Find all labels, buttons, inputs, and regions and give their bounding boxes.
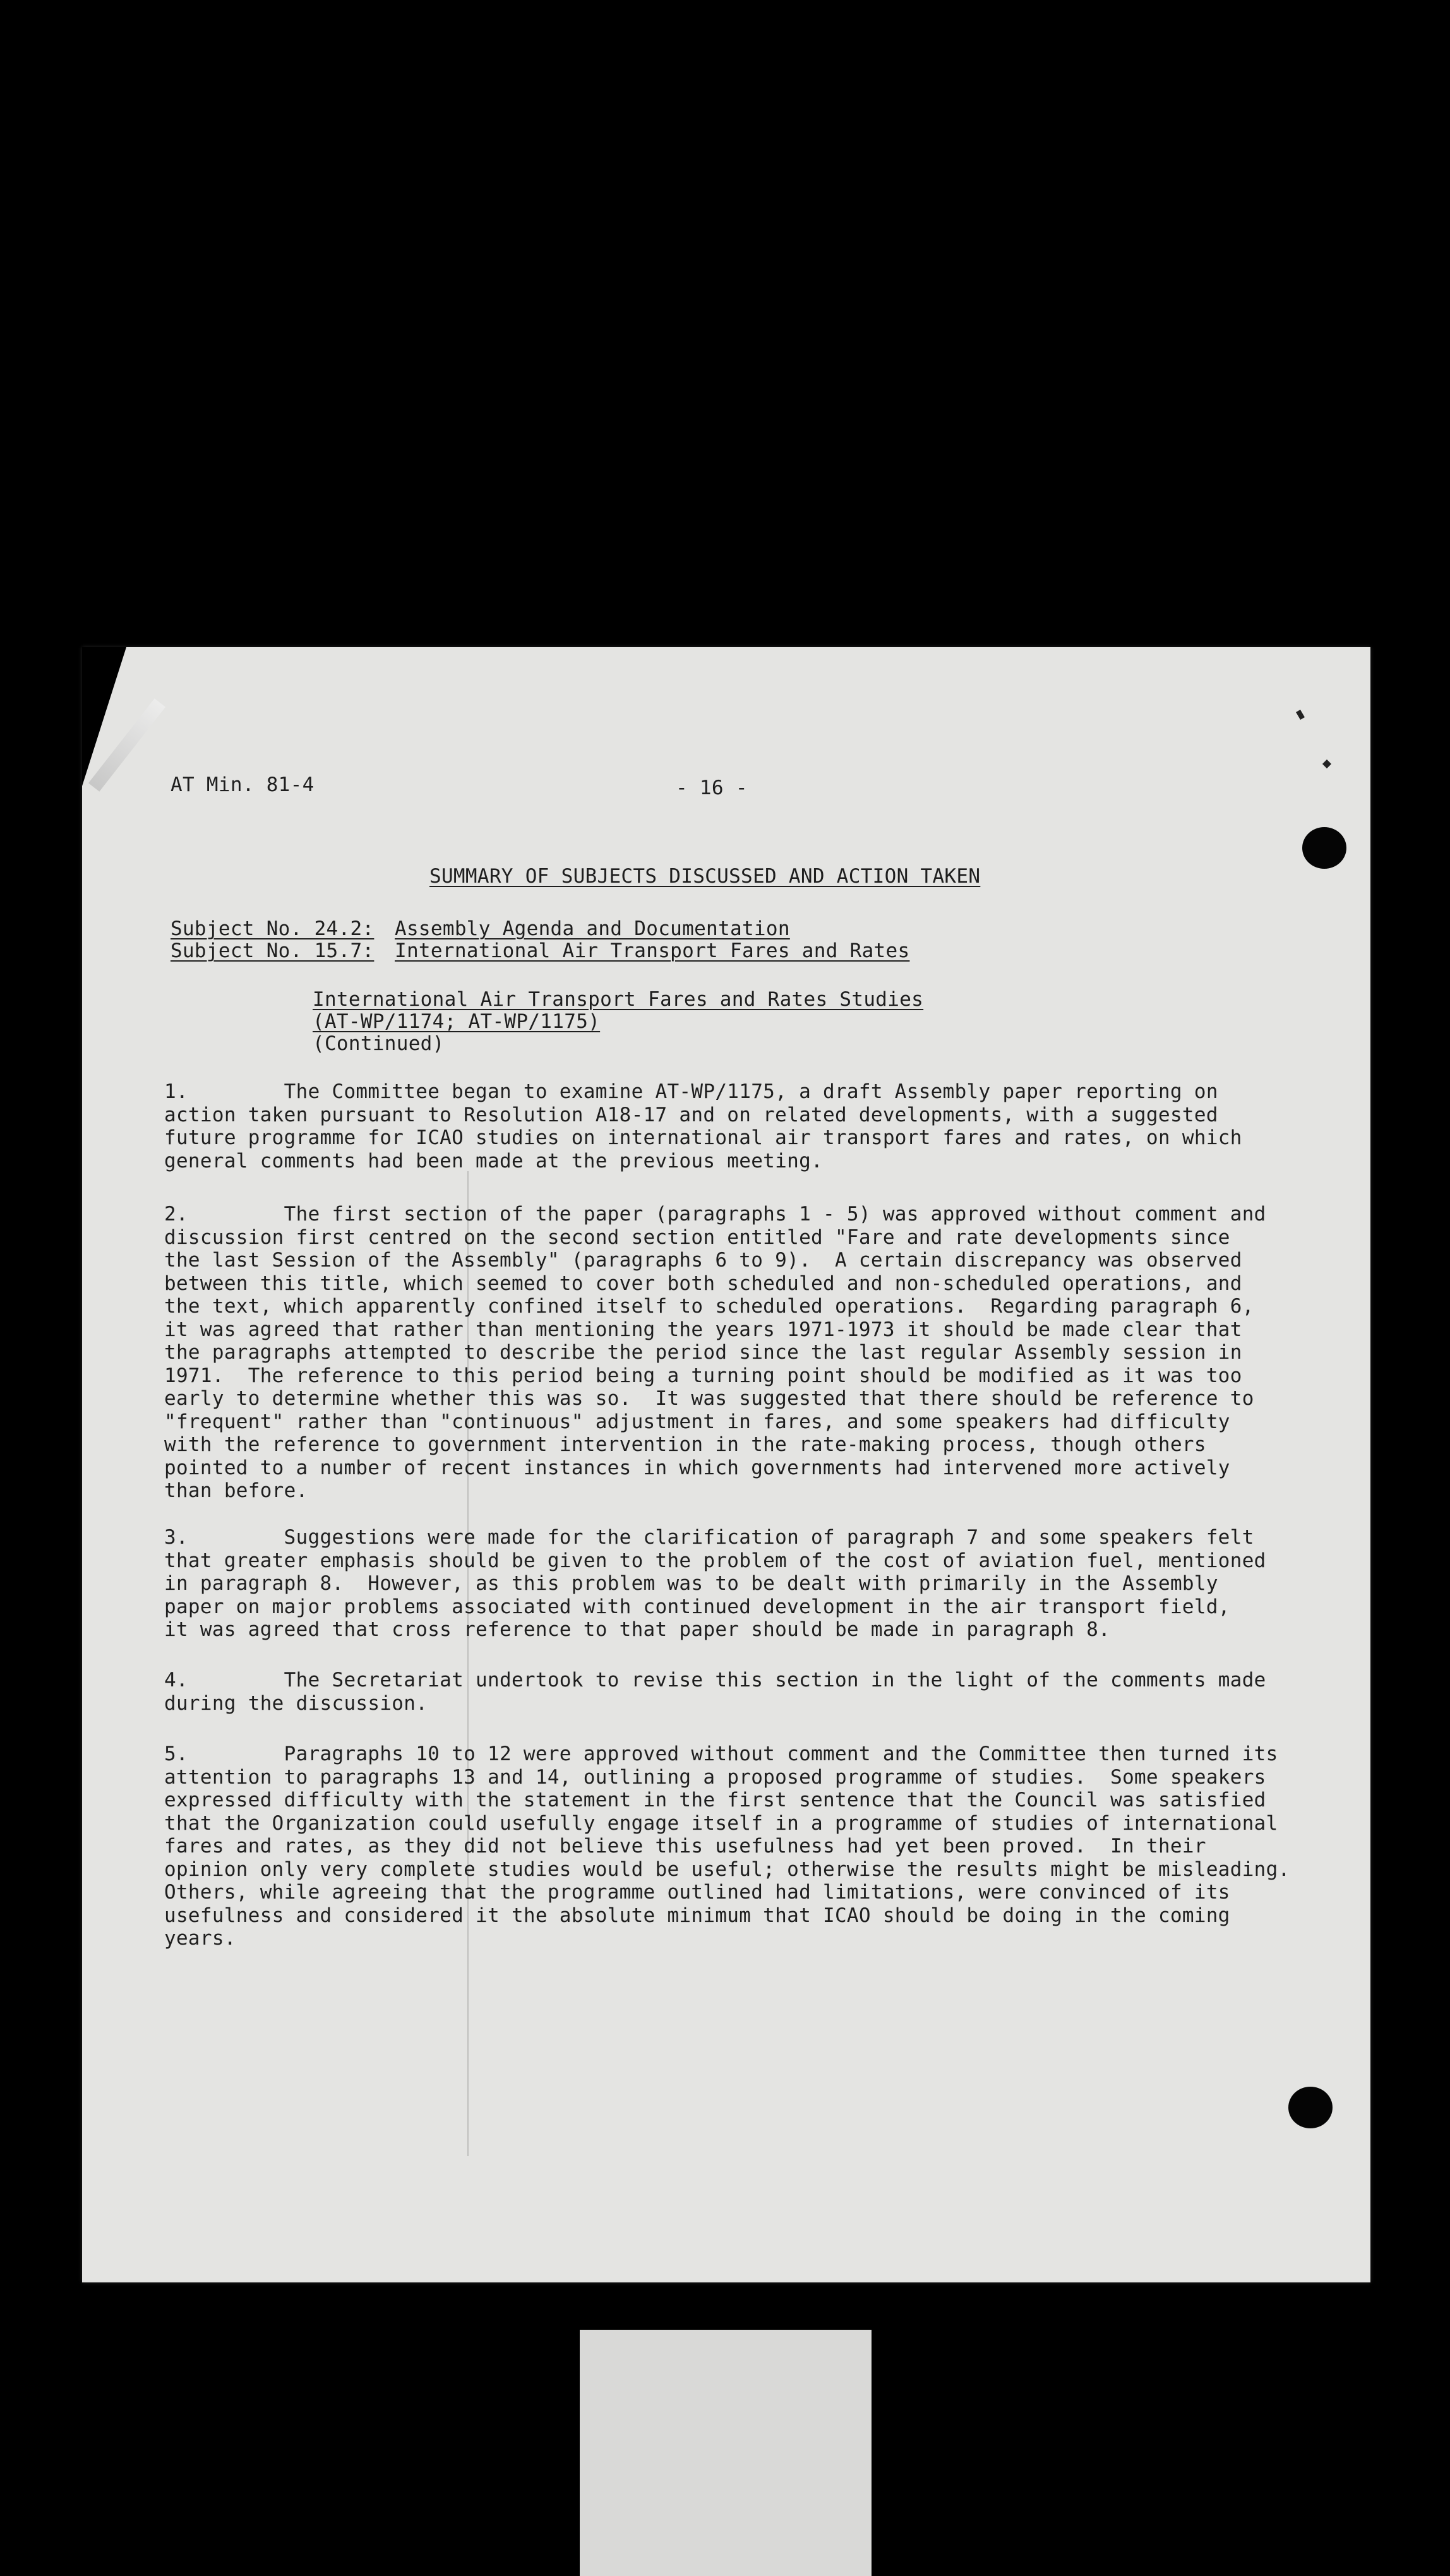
document-reference: AT Min. 81-4 <box>171 773 315 796</box>
paragraph-2: 2. The first section of the paper (paragraphs 1 - 5) was approved without comment and discussion first centred on the second section entitled "Fare and rate developments since the last Session of the Assembly" (paragraphs 6 to 9). A certain discrepancy was observed between this title, which seemed to cover both scheduled and non-scheduled operations, and the text, which apparently confined itself to scheduled operations. Regarding paragraph 6, it was agreed that rather than mentioning the years 1971-1973 it should be made clear that the paragraphs attempted to describe the period since the last regular Assembly session in 1971. The reference to this period being a turning point should be modified as it was too early to determine whether this was so. It was suggested that there should be reference to "frequent" rather than "continuous" adjustment in fares, and some speakers had difficulty with the reference to government intervention in the rate-making process, though others pointed to a number of recent instances in which governments had intervened more actively than before. <box>164 1203 1266 1502</box>
subject-title-1: Assembly Agenda and Documentation <box>395 917 790 940</box>
punch-hole-bottom <box>1288 2087 1333 2128</box>
topic-title: International Air Transport Fares and Rates Studies <box>313 988 924 1011</box>
paper-speck <box>1296 710 1305 720</box>
page-number: - 16 - <box>676 777 748 799</box>
paper-speck <box>1322 760 1331 768</box>
topic-refs: (AT-WP/1174; AT-WP/1175) <box>313 1010 601 1033</box>
subject-title-2: International Air Transport Fares and Rates <box>395 939 910 962</box>
blank-paper-slip <box>580 2330 872 2576</box>
paragraph-1: 1. The Committee began to examine AT-WP/1175, a draft Assembly paper reporting on action taken pursuant to Resolution A18-17 and on related developments, with a suggested future programme for ICAO studies on international air transport fares and rates, on which general comments had been made at the previous meeting. <box>164 1080 1242 1172</box>
paragraph-4: 4. The Secretariat undertook to revise this section in the light of the comments made during the discussion. <box>164 1669 1266 1715</box>
subject-label-1: Subject No. 24.2: <box>171 917 374 940</box>
paragraph-5: 5. Paragraphs 10 to 12 were approved without comment and the Committee then turned its attention to paragraphs 13 and 14, outlining a proposed programme of studies. Some speakers expressed difficulty with the statement in the first sentence that the Council was satisfied that the Organization could usefully engage itself in a programme of studies of international fares and rates, as they did not believe this usefulness had yet been proved. In their opinion only very complete studies would be useful; otherwise the results might be misleading. Others, while agreeing that the programme outlined had limitations, were convinced of its usefulness and considered it the absolute minimum that ICAO should be doing in the coming years. <box>164 1743 1290 1950</box>
punch-hole-top <box>1302 827 1346 869</box>
topic-status: (Continued) <box>313 1032 445 1055</box>
document-page <box>82 647 1370 2282</box>
paragraph-3: 3. Suggestions were made for the clarification of paragraph 7 and some speakers felt that greater emphasis should be given to the problem of the cost of aviation fuel, mentioned in paragraph 8. However, as this problem was to be dealt with primarily in the Assembly paper on major problems associated with continued development in the air transport field, it was agreed that cross reference to that paper should be made in paragraph 8. <box>164 1526 1266 1641</box>
summary-title: SUMMARY OF SUBJECTS DISCUSSED AND ACTION TAKEN <box>429 865 981 888</box>
subject-label-2: Subject No. 15.7: <box>171 939 374 962</box>
